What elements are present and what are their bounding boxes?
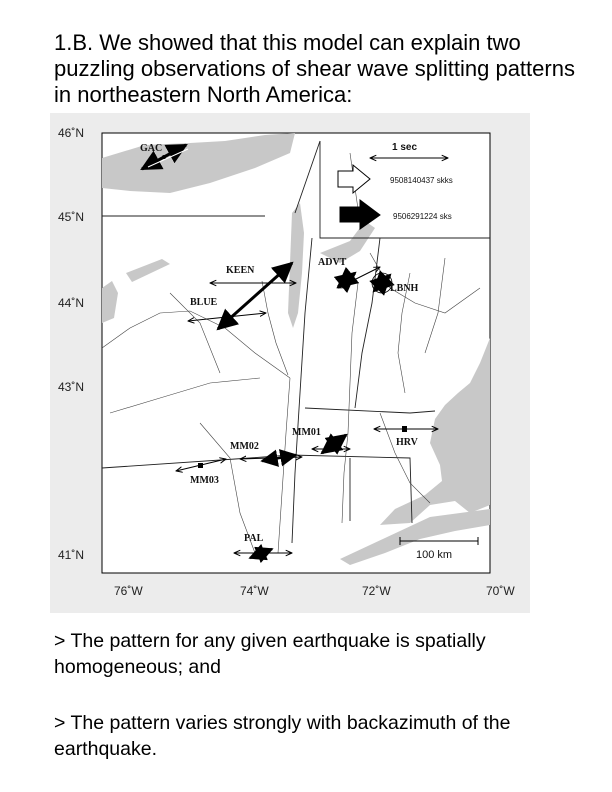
observation-1: > The pattern for any given earthquake is spatially homogeneous; and — [54, 630, 486, 678]
station-label-mm01: MM01 — [292, 427, 321, 438]
map-panel — [50, 113, 530, 613]
hrv-station-marker — [402, 426, 407, 432]
station-label-pal: PAL — [244, 533, 264, 544]
lat-label-43: 43˚N — [58, 380, 85, 394]
map-frame — [102, 133, 490, 573]
lat-label-46: 46˚N — [58, 126, 85, 140]
observation-2: > The pattern varies strongly with backazimuth of the earthquake. — [54, 712, 511, 760]
legend-event-filled: 9506291224 sks — [393, 212, 452, 221]
lat-label-44: 44˚N — [58, 296, 85, 310]
lat-label-41: 41˚N — [58, 548, 85, 562]
heading-text: 1.B. We showed that this model can explain two puzzling observations of shear wave splitting patterns in northeastern North America: — [54, 30, 575, 107]
station-label-keen: KEEN — [226, 265, 255, 276]
mm03-station-marker — [198, 463, 203, 468]
lon-label-72: 72˚W — [362, 584, 391, 598]
station-label-lbnh: LBNH — [390, 283, 419, 294]
station-label-blue: BLUE — [190, 297, 218, 308]
lon-label-70: 70˚W — [486, 584, 515, 598]
lon-label-74: 74˚W — [240, 584, 269, 598]
scale-bar-label: 100 km — [416, 549, 453, 561]
station-label-advt: ADVT — [318, 257, 347, 268]
lat-label-45: 45˚N — [58, 210, 85, 224]
gac-station-marker — [162, 155, 166, 159]
shear-wave-splitting-map — [50, 113, 530, 613]
station-label-mm02: MM02 — [230, 441, 259, 452]
station-label-hrv: HRV — [396, 437, 418, 448]
scale-label: 1 sec — [392, 142, 418, 153]
legend-event-open: 9508140437 skks — [390, 176, 453, 185]
station-label-mm03: MM03 — [190, 475, 219, 486]
lon-label-76: 76˚W — [114, 584, 143, 598]
station-label-gac: GAC — [140, 143, 163, 154]
